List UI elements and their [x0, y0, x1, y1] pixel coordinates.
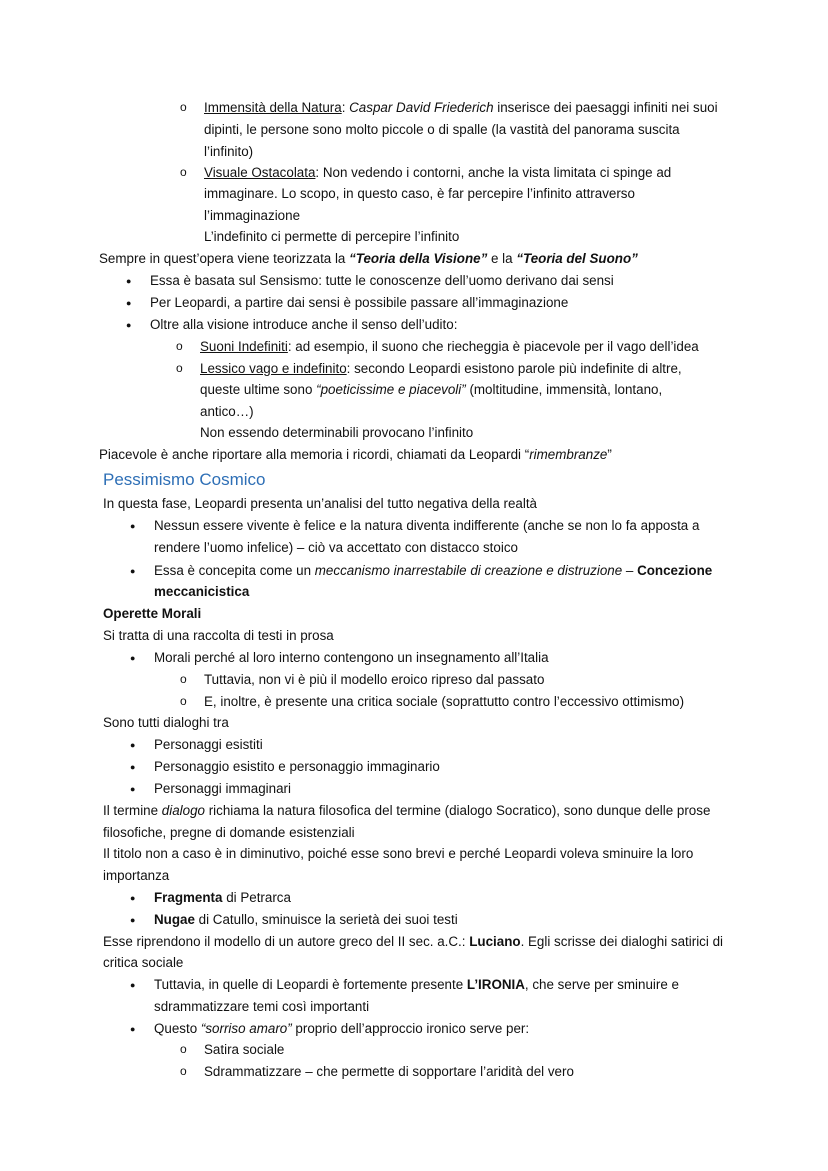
bullet-icon: ●	[130, 915, 136, 925]
pessimismo-b2-l2: meccanicistica	[154, 584, 250, 599]
visuale-line-1	[204, 164, 671, 182]
pessimismo-intro: In questa fase, Leopardi presenta un’analisi del tutto negativa della realtà	[103, 496, 538, 511]
sorriso-line	[154, 1020, 529, 1038]
circle-bullet-icon: o	[180, 1042, 187, 1056]
lessico-line-3: antico…)	[200, 404, 254, 419]
suoni-indefiniti-line	[200, 338, 699, 356]
suoni-rest: : ad esempio, il suono che riecheggia è piacevole per il vago dell’idea	[287, 339, 699, 354]
modello-line-2: critica sociale	[103, 955, 184, 970]
natura-title: Immensità della Natura	[204, 100, 342, 115]
lessico-l2-post: (moltitudine, immensità, lontano,	[465, 382, 663, 397]
rimembranze-post: ”	[607, 447, 612, 462]
teoria-paragraph	[99, 250, 638, 268]
sorriso-pre: Questo	[154, 1021, 201, 1036]
natura-line-1	[204, 99, 718, 117]
termine-line-1	[103, 802, 710, 820]
dialoghi-item-2: Personaggio esistito e personaggio immaginario	[154, 759, 440, 774]
modello-bold: Luciano	[469, 934, 521, 949]
eroico-line: Tuttavia, non vi è più il modello eroico ripreso dal passato	[204, 672, 545, 687]
termine-pre: Il termine	[103, 803, 162, 818]
bullet-icon: ●	[130, 784, 136, 794]
circle-bullet-icon: o	[176, 339, 183, 353]
rimembranze-italic: rimembranze	[529, 447, 608, 462]
lessico-line-1	[200, 360, 682, 378]
circle-bullet-icon: o	[180, 100, 187, 114]
visuale-line-1-rest: : Non vedendo i contorni, anche la vista limitata ci spinge ad	[315, 165, 672, 180]
nugae-bold: Nugae	[154, 912, 195, 927]
immaginazione-bullet: Per Leopardi, a partire dai sensi è possibile passare all’immaginazione	[150, 295, 569, 310]
pessimismo-b1-l1: Nessun essere vivente è felice e la natura diventa indifferente (anche se non lo fa apposta a	[154, 518, 700, 533]
bullet-icon: ●	[130, 653, 136, 663]
pessimismo-b2-italic: meccanismo inarrestabile di creazione e distruzione	[314, 563, 623, 578]
pessimismo-b1-l2: rendere l’uomo infelice) – ciò va accettato con distacco stoico	[154, 540, 518, 555]
rimembranze-paragraph	[99, 446, 612, 464]
modello-line-1	[103, 933, 723, 951]
lessico-rest: : secondo Leopardi esistono parole più indefinite di altre,	[346, 361, 682, 376]
bullet-icon: ●	[130, 521, 136, 531]
dialoghi-item-3: Personaggi immaginari	[154, 781, 291, 796]
bullet-icon: ●	[126, 298, 132, 308]
bullet-icon: ●	[130, 1024, 136, 1034]
rimembranze-pre: Piacevole è anche riportare alla memoria i ricordi, chiamati da Leopardi “	[99, 447, 530, 462]
teoria-suono: “Teoria del Suono”	[516, 251, 638, 266]
nugae-rest: di Catullo, sminuisce la serietà dei suoi testi	[194, 912, 458, 927]
circle-bullet-icon: o	[180, 165, 187, 179]
natura-artist: Caspar David Friederich	[349, 100, 494, 115]
suoni-title: Suoni Indefiniti	[200, 339, 288, 354]
teoria-pre: Sempre in quest’opera viene teorizzata la	[99, 251, 350, 266]
natura-line-1-rest: inserisce dei paesaggi infiniti nei suoi	[493, 100, 718, 115]
nugae-bullet	[154, 911, 458, 929]
ironia-line-1	[154, 976, 679, 994]
pessimismo-b2-l1	[154, 562, 712, 580]
lessico-line-4: Non essendo determinabili provocano l’infinito	[200, 425, 474, 440]
natura-line-2: dipinti, le persone sono molto piccole o di spalle (la vastità del panorama suscita	[204, 122, 680, 137]
teoria-mid: e la	[487, 251, 517, 266]
pessimismo-b2-dash: –	[622, 563, 638, 578]
fragmenta-bullet	[154, 889, 291, 907]
bullet-icon: ●	[130, 566, 136, 576]
lessico-l2-italic: “poeticissime e piacevoli”	[316, 382, 466, 397]
morali-bullet: Morali perché al loro interno contengono un insegnamento all’Italia	[154, 650, 549, 665]
ironia-post: , che serve per sminuire e	[524, 977, 679, 992]
lessico-l2-pre: queste ultime sono	[200, 382, 317, 397]
titolo-line-2: importanza	[103, 868, 170, 883]
titolo-line-1: Il titolo non a caso è in diminutivo, poiché esse sono brevi e perché Leopardi voleva sminuire la loro	[103, 846, 694, 861]
dialoghi-item-1: Personaggi esistiti	[154, 737, 263, 752]
section-heading-pessimismo: Pessimismo Cosmico	[103, 470, 266, 489]
bullet-icon: ●	[130, 740, 136, 750]
modello-pre: Esse riprendono il modello di un autore greco del II sec. a.C.:	[103, 934, 470, 949]
visuale-line-3: l’immaginazione	[204, 208, 301, 223]
bullet-icon: ●	[126, 320, 132, 330]
ironia-pre: Tuttavia, in quelle di Leopardi è fortemente presente	[154, 977, 467, 992]
ironia-line-2: sdrammatizzare temi così importanti	[154, 999, 370, 1014]
dialoghi-intro: Sono tutti dialoghi tra	[103, 715, 229, 730]
termine-post: richiama la natura filosofica del termine (dialogo Socratico), sono dunque delle prose	[204, 803, 711, 818]
circle-bullet-icon: o	[180, 1064, 187, 1078]
circle-bullet-icon: o	[176, 361, 183, 375]
ironia-bold: L’IRONIA	[466, 977, 525, 992]
termine-line-2: filosofiche, pregne di domande esistenziali	[103, 825, 355, 840]
lessico-title: Lessico vago e indefinito	[200, 361, 347, 376]
bullet-icon: ●	[130, 762, 136, 772]
visuale-line-2: immaginare. Lo scopo, in questo caso, è far percepire l’infinito attraverso	[204, 186, 635, 201]
circle-bullet-icon: o	[180, 672, 187, 686]
modello-post: . Egli scrisse dei dialoghi satirici di	[520, 934, 723, 949]
natura-line-3: l’infinito)	[204, 144, 254, 159]
satira-line: Satira sociale	[204, 1042, 285, 1057]
sorriso-post: proprio dell’approccio ironico serve per:	[291, 1021, 530, 1036]
fragmenta-rest: di Petrarca	[222, 890, 291, 905]
sdrammatizzare-line: Sdrammatizzare – che permette di sopportare l’aridità del vero	[204, 1064, 574, 1079]
bullet-icon: ●	[126, 276, 132, 286]
lessico-line-2	[200, 381, 662, 399]
sensismo-bullet: Essa è basata sul Sensismo: tutte le conoscenze dell’uomo derivano dai sensi	[150, 273, 614, 288]
fragmenta-bold: Fragmenta	[154, 890, 223, 905]
operette-title: Operette Morali	[103, 606, 202, 621]
bullet-icon: ●	[130, 980, 136, 990]
critica-line: E, inoltre, è presente una critica sociale (soprattutto contro l’eccessivo ottimismo)	[204, 694, 685, 709]
visuale-line-4: L’indefinito ci permette di percepire l’infinito	[204, 229, 460, 244]
sorriso-italic: “sorriso amaro”	[200, 1021, 292, 1036]
udito-bullet: Oltre alla visione introduce anche il senso dell’udito:	[150, 317, 458, 332]
operette-intro: Si tratta di una raccolta di testi in prosa	[103, 628, 334, 643]
bullet-icon: ●	[130, 893, 136, 903]
pessimismo-b2-pre: Essa è concepita come un	[154, 563, 315, 578]
termine-italic: dialogo	[161, 803, 205, 818]
teoria-visione: “Teoria della Visione”	[349, 251, 488, 266]
natura-sep: :	[341, 100, 350, 115]
circle-bullet-icon: o	[180, 694, 187, 708]
pessimismo-b2-bold: Concezione	[637, 563, 713, 578]
visuale-title: Visuale Ostacolata	[204, 165, 316, 180]
